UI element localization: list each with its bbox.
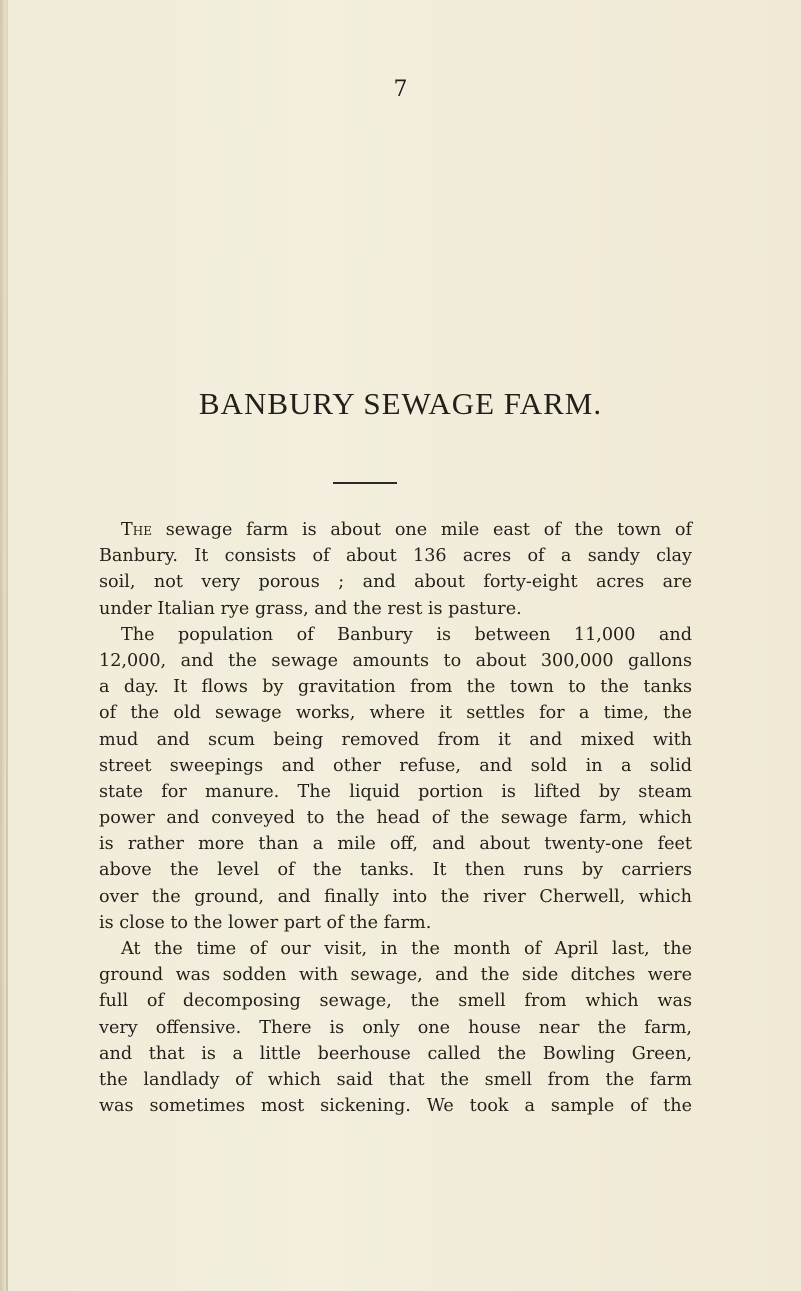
text-line: street sweepings and other refuse, and sold in a solid <box>99 755 692 776</box>
text-line: of the old sewage works, where it settles for a time, the <box>99 703 692 724</box>
text-line: and that is a little beerhouse called the Bowling Green, <box>99 1043 692 1064</box>
chapter-title: BANBURY SEWAGE FARM. <box>198 386 603 421</box>
text-line: was sometimes most sickening. We took a sample of the <box>99 1096 692 1117</box>
text-line: mud and scum being removed from it and mixed with <box>99 729 692 750</box>
text-line: full of decomposing sewage, the smell from which was <box>99 991 692 1012</box>
title-rule-divider <box>333 482 397 484</box>
text-line: over the ground, and finally into the river Cherwell, which <box>99 886 692 907</box>
text-line: Banbury. It consists of about 136 acres of a sandy clay <box>99 546 692 567</box>
text-line: state for manure. The liquid portion is lifted by steam <box>99 781 692 802</box>
text-line: under Italian rye grass, and the rest is pasture. <box>99 598 522 619</box>
text-line: At the time of our visit, in the month of April last, the <box>121 939 692 959</box>
text-line: a day. It flows by gravitation from the town to the tanks <box>99 677 692 698</box>
text-line: soil, not very porous ; and about forty-eight acres are <box>99 572 692 593</box>
text-line: ground was sodden with sewage, and the side ditches were <box>99 965 692 986</box>
text-line: The population of Banbury is between 11,000 and <box>121 624 692 645</box>
text-line: 12,000, and the sewage amounts to about 300,000 gallons <box>99 650 692 671</box>
line-text: sewage farm is about one mile east of the town of <box>165 520 693 540</box>
body-text <box>99 517 692 1119</box>
page-gutter-line <box>6 0 8 1291</box>
text-line: is close to the lower part of the farm. <box>99 912 432 933</box>
text-line: very offensive. There is only one house near the farm, <box>99 1017 692 1038</box>
text-line: the landlady of which said that the smell from the farm <box>99 1069 692 1090</box>
lead-word: The <box>121 520 152 540</box>
text-line: power and conveyed to the head of the sewage farm, which <box>99 808 692 829</box>
text-line: above the level of the tanks. It then runs by carriers <box>99 860 692 881</box>
text-line <box>99 517 692 543</box>
text-line: is rather more than a mile off, and about twenty-one feet <box>99 834 692 855</box>
page-number: 7 <box>393 77 408 102</box>
